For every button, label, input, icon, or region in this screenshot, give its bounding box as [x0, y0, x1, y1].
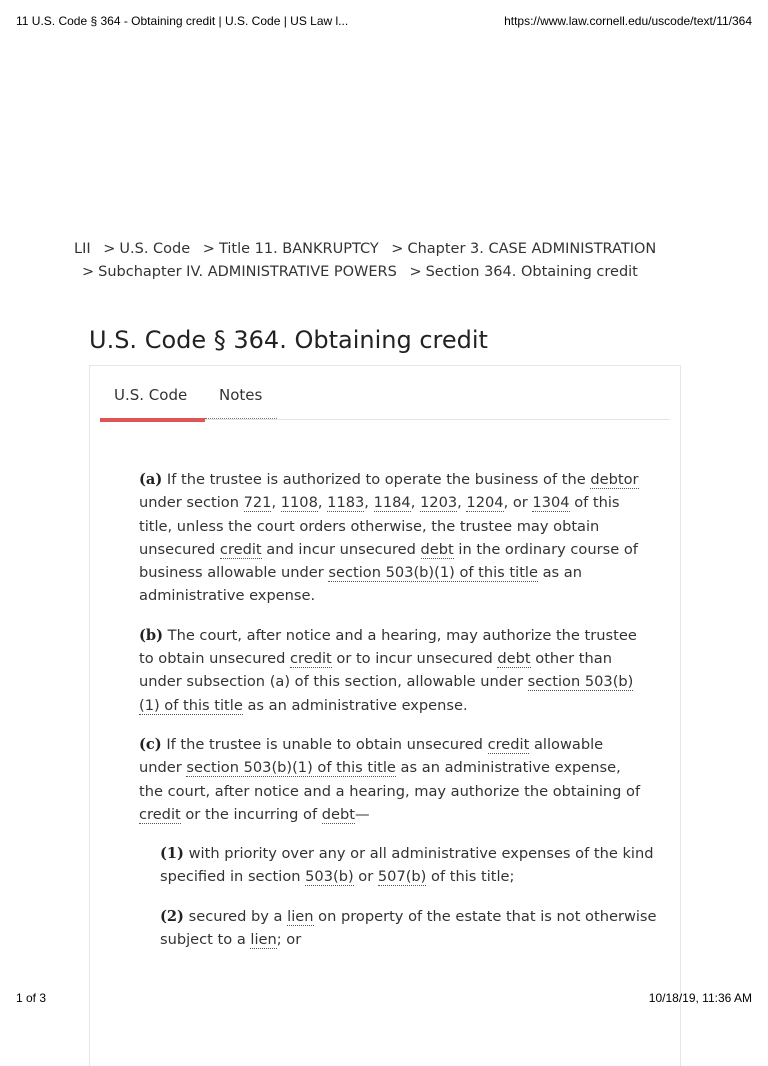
section-link-1108[interactable]: 1108 [280, 494, 318, 512]
definition-link-lien[interactable]: lien [250, 931, 277, 949]
text: ; or [276, 931, 302, 949]
section-link-1183[interactable]: 1183 [327, 494, 365, 512]
print-header-title: 11 U.S. Code § 364 - Obtaining credit | U.S. Code | US Law l... [16, 14, 349, 28]
section-link-1304[interactable]: 1304 [532, 494, 570, 512]
text: other than under subsection (a) of this section, allowable under [139, 650, 612, 691]
text: The court, after notice and a hearing, may authorize the trustee to obtain unsecured [139, 626, 637, 668]
text: as an administrative expense. [242, 696, 468, 714]
breadcrumb-separator: > [391, 241, 404, 257]
subsection-c [139, 733, 649, 826]
tab-notes-underline [205, 418, 277, 419]
section-link-507b[interactable]: 507(b) [377, 868, 427, 886]
text: secured by a [183, 907, 288, 925]
tab-notes[interactable]: Notes [219, 386, 263, 404]
text: or [353, 868, 378, 886]
section-link-1204[interactable]: 1204 [466, 494, 504, 512]
text: If the trustee is authorized to operate the business of the [162, 471, 591, 488]
text: , [410, 494, 420, 512]
text: , [364, 494, 374, 512]
text: , [271, 494, 281, 512]
breadcrumb-item-section-364[interactable]: Section 364. Obtaining credit [425, 264, 638, 280]
breadcrumb-separator: > [103, 241, 116, 257]
print-header-url: https://www.law.cornell.edu/uscode/text/11/364 [504, 14, 752, 28]
statute-text [139, 468, 657, 967]
text: If the trustee is unable to obtain unsecured [161, 735, 488, 753]
text: or to incur unsecured [331, 650, 498, 668]
print-header [16, 14, 752, 28]
section-link-503b1[interactable]: section 503(b)(1) of this title [328, 564, 538, 582]
enum-label: (b) [139, 626, 164, 644]
breadcrumb [74, 238, 714, 284]
text: or the incurring of [180, 805, 322, 823]
breadcrumb-item-title-11[interactable]: Title 11. BANKRUPTCY [218, 241, 379, 257]
subsection-b [139, 624, 649, 717]
text: allowable under [139, 735, 604, 777]
text: of this title, unless the court orders otherwise, the trustee may obtain unsecured [139, 494, 620, 558]
section-link-1203[interactable]: 1203 [420, 494, 458, 512]
definition-link-debt[interactable]: debt [321, 805, 355, 823]
text: and incur unsecured [261, 540, 421, 558]
tab-us-code[interactable]: U.S. Code [114, 386, 188, 404]
definition-link-credit[interactable]: credit [139, 805, 181, 823]
print-page-number: 1 of 3 [16, 991, 47, 1005]
section-link-721[interactable]: 721 [243, 494, 272, 512]
definition-link-lien[interactable]: lien [287, 907, 314, 925]
definition-link-debt[interactable]: debt [420, 540, 454, 558]
print-footer [16, 991, 752, 1005]
subsection-a [139, 468, 649, 608]
text: under section [139, 494, 244, 512]
section-link-503b1[interactable]: section 503(b)(1) of this title [186, 759, 396, 777]
text: in the ordinary course of business allowable under [139, 540, 638, 582]
text: as an administrative expense, the court, after notice and a hearing, may authorize the obtaining of [139, 759, 641, 800]
enum-label: (1) [160, 845, 184, 863]
text: , or [503, 494, 533, 512]
enum-label: (2) [160, 907, 184, 925]
text: of this title; [426, 868, 515, 886]
breadcrumb-item-us-code[interactable]: U.S. Code [119, 241, 191, 257]
breadcrumb-separator: > [409, 264, 422, 280]
text: , [457, 494, 467, 512]
text: with priority over any or all administrative expenses of the kind specified in section [160, 845, 654, 886]
active-tab-indicator [100, 418, 205, 422]
breadcrumb-item-subchapter-iv[interactable]: Subchapter IV. ADMINISTRATIVE POWERS [98, 264, 397, 280]
definition-link-credit[interactable]: credit [487, 735, 530, 753]
tab-bar [100, 366, 670, 420]
text: , [317, 494, 328, 512]
section-link-1184[interactable]: 1184 [373, 494, 411, 512]
definition-link-debtor[interactable]: debtor [590, 471, 639, 488]
enum-label: (c) [139, 735, 162, 753]
breadcrumb-separator: > [202, 241, 215, 257]
section-link-503b1[interactable]: section 503(b)(1) of this title [139, 673, 634, 714]
text: as an administrative expense. [139, 564, 582, 605]
print-datetime: 10/18/19, 11:36 AM [648, 991, 752, 1005]
paragraph-c-1 [160, 842, 674, 889]
definition-link-credit[interactable]: credit [290, 650, 332, 668]
text: on property of the estate that is not otherwise subject to a [160, 907, 657, 949]
enum-label: (a) [139, 471, 163, 488]
breadcrumb-item-chapter-3[interactable]: Chapter 3. CASE ADMINISTRATION [407, 241, 657, 257]
definition-link-debt[interactable]: debt [497, 650, 531, 668]
breadcrumb-separator: > [82, 264, 95, 280]
breadcrumb-item-lii[interactable]: LII [74, 241, 91, 257]
content-card [89, 365, 681, 1066]
definition-link-credit[interactable]: credit [219, 540, 262, 558]
page-title: U.S. Code § 364. Obtaining credit [89, 326, 488, 354]
section-link-503b[interactable]: 503(b) [305, 868, 354, 886]
paragraph-c-2 [160, 905, 674, 952]
text: — [355, 805, 370, 823]
